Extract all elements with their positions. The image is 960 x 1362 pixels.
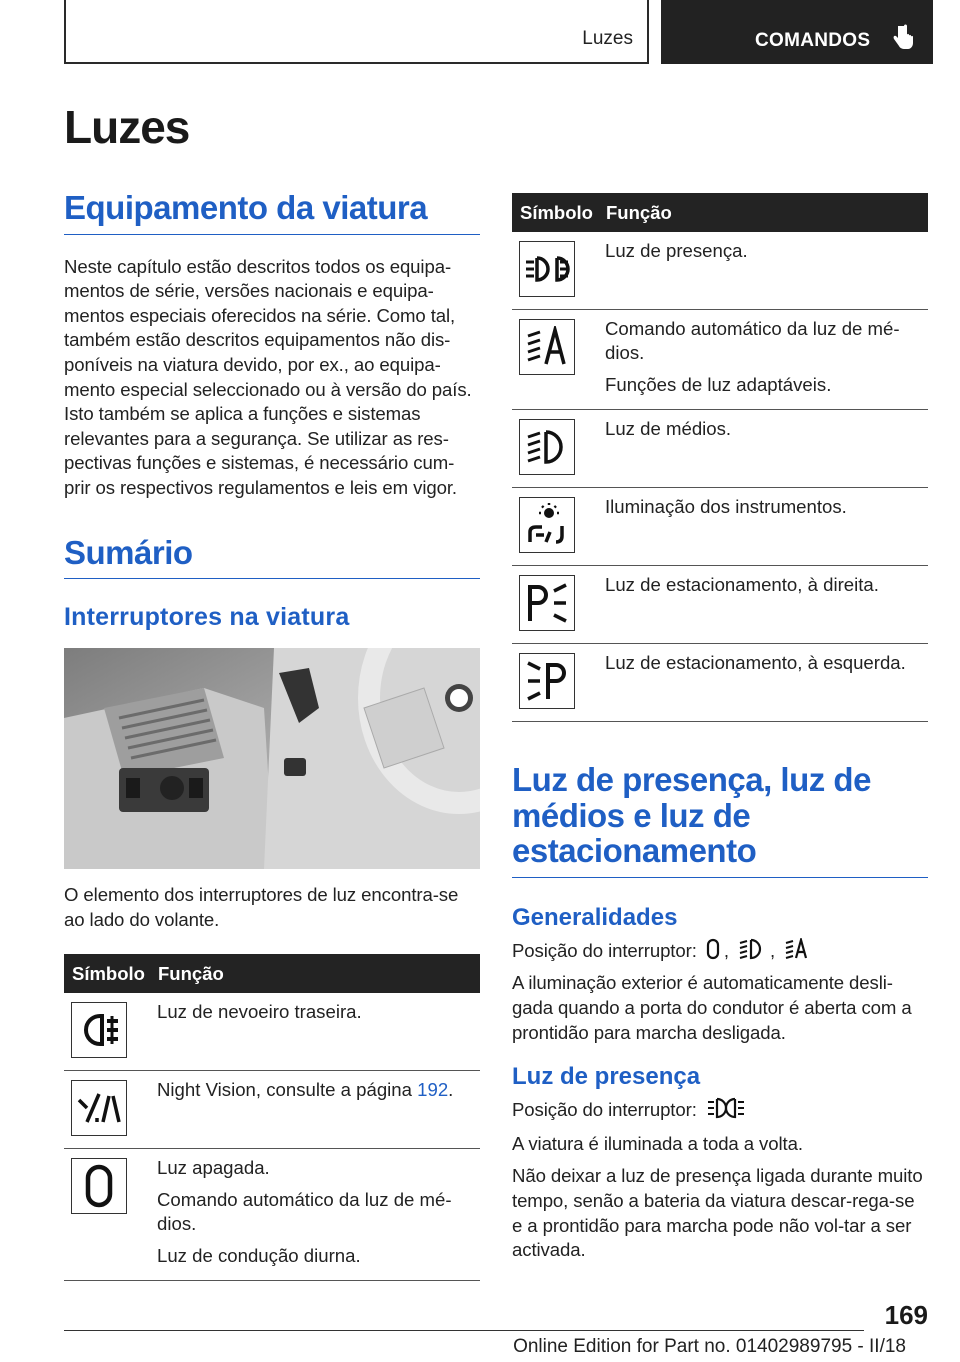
function-text: Luz de médios.	[605, 418, 732, 439]
function-text: Comando automático da luz de mé-dios.	[605, 318, 900, 363]
photo-caption: O elemento dos interruptores de luz encontra-se ao lado do volante.	[64, 884, 459, 930]
footer-divider	[64, 1330, 864, 1331]
rear-fog-light-icon	[71, 1002, 127, 1058]
header-section-box	[64, 0, 649, 64]
general-position-line: Posição do interruptor: , ,	[512, 938, 928, 967]
col-header-function: Função	[156, 954, 480, 993]
header-chapter-label: COMANDOS	[755, 30, 871, 51]
table-row	[64, 1071, 480, 1149]
header-section-label[interactable]: Luzes	[582, 28, 633, 49]
left-symbol-table	[64, 954, 480, 1281]
function-text: Funções de luz adaptáveis.	[605, 374, 832, 395]
table-row	[512, 644, 928, 722]
parking-light-icon	[706, 1097, 746, 1126]
function-text: Comando automático da luz de mé-dios.	[157, 1189, 452, 1235]
parking-text-1: A viatura é iluminada a toda a volta.	[512, 1132, 803, 1154]
auto-headlight-icon	[784, 938, 810, 967]
summary-heading: Sumário	[64, 535, 480, 580]
general-position-label: Posição do interruptor:	[512, 940, 697, 962]
parking-light-left-icon	[519, 653, 575, 709]
col-header-symbol: Símbolo	[64, 954, 156, 993]
parking-position-line	[512, 1097, 928, 1126]
table-row	[512, 410, 928, 488]
right-symbol-table	[512, 193, 928, 722]
switches-heading: Interruptores na viatura	[64, 603, 350, 632]
function-text: Night Vision, consulte a página	[157, 1079, 418, 1101]
left-column	[64, 190, 480, 1281]
general-text: A iluminação exterior é automaticamente desli-gada quando a porta do condutor é aberta com a prontidão para marcha desligada.	[512, 972, 912, 1043]
header-chapter-tab[interactable]	[661, 0, 933, 64]
lights-off-icon	[706, 938, 720, 967]
auto-headlight-icon	[519, 319, 575, 375]
table-row	[512, 488, 928, 566]
function-text: Luz de estacionamento, à direita.	[605, 574, 879, 595]
col-header-symbol: Símbolo	[512, 193, 604, 232]
low-beam-icon	[738, 938, 766, 967]
function-text: Luz de nevoeiro traseira.	[157, 1001, 362, 1023]
function-text: Iluminação dos instrumentos.	[605, 496, 847, 517]
parking-heading: Luz de presença	[512, 1063, 701, 1091]
col-header-function: Função	[604, 193, 928, 232]
right-column	[512, 193, 928, 1263]
parking-position-label: Posição do interruptor:	[512, 1099, 697, 1121]
table-row	[64, 993, 480, 1071]
section-heading: Luz de presença, luz de médios e luz de estacionamento	[512, 762, 928, 878]
page-title: Luzes	[64, 101, 190, 153]
equipment-text: Neste capítulo estão descritos todos os equipa-mentos de série, versões nacionais e equipa-mentos especiais oferecidos na série. Como tal, também estão descritos equipamentos não dis-poníveis na viatura devido, por ex., ao equipa-mento especial seleccionado ou à versão do país. Isto também se aplica a funções e sistemas relevantes para a segurança. Se utilizar as res-pectivas funções e sistemas, é necessário cum-prir os respectivos regulamentos e leis em vigor.	[64, 255, 472, 498]
night-vision-icon	[71, 1080, 127, 1136]
page-link-192[interactable]: 192	[417, 1079, 449, 1101]
lights-off-icon	[71, 1158, 127, 1214]
footer-edition: Online Edition for Part no. 01402989795 - II/18	[513, 1336, 906, 1357]
function-text: Luz de estacionamento, à esquerda.	[605, 652, 906, 673]
dashboard-photo	[64, 648, 480, 869]
function-text: Luz de condução diurna.	[157, 1245, 361, 1267]
parking-light-right-icon	[519, 575, 575, 631]
low-beam-icon	[519, 419, 575, 475]
function-text: Luz de presença.	[605, 240, 748, 261]
table-row	[64, 1149, 480, 1281]
table-row	[512, 566, 928, 644]
function-text: Luz apagada.	[157, 1157, 270, 1179]
instrument-lighting-icon	[519, 497, 575, 553]
general-heading: Generalidades	[512, 903, 678, 931]
equipment-heading: Equipamento da viatura	[64, 190, 480, 235]
pointing-hand-icon	[893, 24, 915, 52]
page-number: 169	[884, 1300, 928, 1330]
parking-text-2: Não deixar a luz de presença ligada durante muito tempo, senão a bateria da viatura descar-rega-se e a prontidão para marcha pode não vol-tar a ser activada.	[512, 1165, 923, 1261]
table-row	[512, 310, 928, 410]
table-row	[512, 232, 928, 310]
function-text-end: .	[448, 1079, 454, 1101]
parking-light-icon	[519, 241, 575, 297]
